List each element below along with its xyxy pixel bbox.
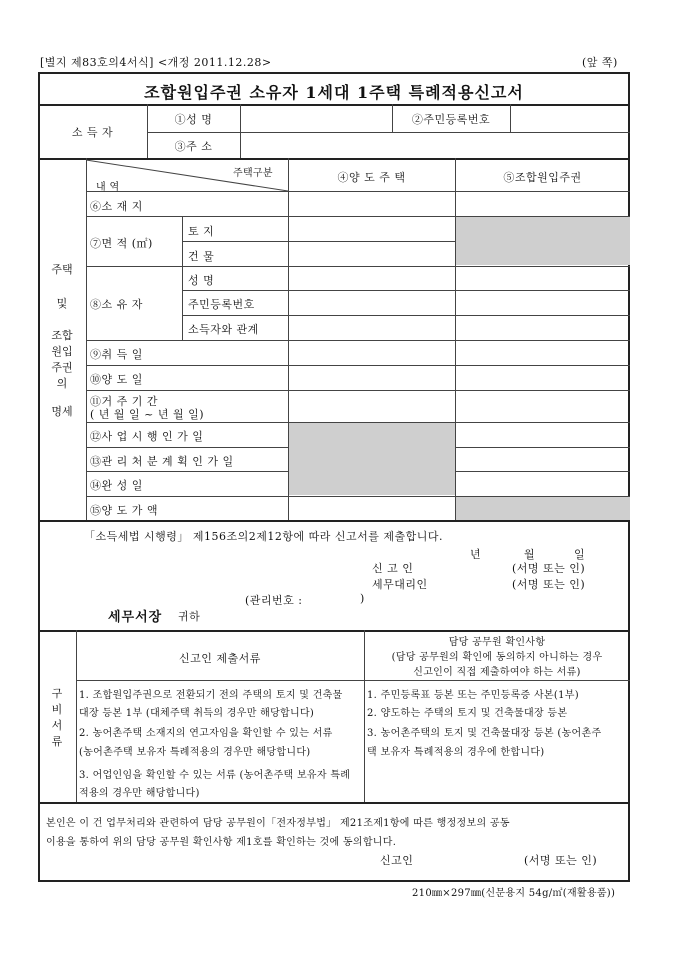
row-line — [86, 390, 630, 391]
row-transfer-price: ⑮양 도 가 액 — [90, 504, 158, 517]
left-header-line: 주택 — [51, 263, 73, 276]
table-bottom — [38, 520, 630, 522]
row-owner-id: 주민등록번호 — [188, 298, 255, 311]
row-location: ⑥소 재 지 — [90, 200, 143, 213]
row-area: ⑦면 적 (㎡) — [90, 237, 153, 250]
row-acquisition: ⑨취 득 일 — [90, 348, 143, 361]
row-residence-period: ( 년 월 일 ~ 년 월 일) — [90, 408, 205, 421]
recipient: 세무서장 — [108, 610, 163, 625]
documents-top — [38, 630, 630, 632]
row-line — [182, 290, 630, 291]
col-house-header: ④양 도 주 택 — [337, 171, 406, 184]
submit-item: (농어촌주택 보유자 특례적용의 경우만 해당합니다) — [79, 747, 311, 758]
left-header-line: 원입 — [51, 345, 73, 358]
management-number-close: ) — [360, 592, 365, 605]
doc-side-label: 류 — [51, 735, 63, 748]
doc-side-label: 서 — [51, 719, 63, 732]
row-transfer: ⑩양 도 일 — [90, 373, 143, 386]
row-land: 토 지 — [188, 225, 215, 238]
taxpayer-divider — [147, 132, 630, 133]
name-label: ①성 명 — [174, 113, 213, 126]
row-line — [86, 191, 630, 192]
official-header-1: 담당 공무원 확인사항 — [448, 637, 546, 648]
official-item: 1. 주민등록표 등본 또는 주민등록증 사본(1부) — [367, 690, 579, 701]
row-completion: ⑭완 성 일 — [90, 479, 143, 492]
submit-item: 대장 등본 1부 (대체주택 취득의 경우만 해당합니다) — [79, 708, 315, 719]
row-business-approval: ⑫사 업 시 행 인 가 일 — [90, 430, 204, 443]
official-item: 3. 농어촌주택의 토지 및 건축물대장 등본 (농어촌주 — [367, 728, 602, 739]
taxpayer-label: 소 득 자 — [71, 126, 114, 139]
official-item: 택 보유자 특례적용의 경우에 한합니다) — [367, 747, 545, 758]
doc-side-label: 비 — [51, 703, 63, 716]
title-divider — [38, 104, 630, 106]
shaded-cell — [289, 423, 455, 495]
left-header-line: 및 — [56, 297, 68, 310]
page-side: (앞 쪽) — [582, 56, 618, 69]
row-line — [86, 365, 630, 366]
doc-side-label: 구 — [51, 687, 63, 700]
row-residence: ⑪거 주 기 간 — [90, 395, 158, 408]
documents-bottom — [38, 802, 630, 804]
left-header-line: 의 — [56, 377, 68, 390]
submit-item: 2. 농어촌주택 소재지의 연고자임을 확인할 수 있는 서류 — [79, 728, 333, 739]
row-owner-name: 성 명 — [188, 274, 215, 287]
row-line — [182, 315, 630, 316]
date-day: 일 — [574, 548, 586, 561]
official-item: 2. 양도하는 주택의 토지 및 건축물대장 등본 — [367, 708, 568, 719]
row-owner: ⑧소 유 자 — [90, 298, 143, 311]
recipient-suffix: 귀하 — [178, 610, 201, 623]
table-vline-right — [455, 158, 456, 520]
consent-line-1: 본인은 이 건 업무처리와 관련하여 담당 공무원이「전자정부법」 제21조제1항에 따른 행정정보의 공동 — [46, 818, 510, 829]
row-management-approval: ⑬관 리 처 분 계 획 인 가 일 — [90, 455, 234, 468]
address-label: ③주 소 — [174, 140, 213, 153]
submit-header: 신고인 제출서류 — [179, 652, 261, 665]
tax-agent-label: 세무대리인 — [372, 578, 428, 591]
official-header-3: 신고인이 직접 제출하여야 하는 서류) — [413, 667, 581, 678]
consent-sign: (서명 또는 인) — [524, 854, 598, 867]
consent-line-2: 이용을 통하여 위의 담당 공무원 확인사항 제1호를 확인하는 것에 동의합니다. — [46, 837, 397, 848]
declarant-label: 신 고 인 — [372, 562, 414, 575]
shaded-cell — [456, 217, 630, 265]
shaded-cell — [456, 497, 630, 520]
consent-signer: 신고인 — [380, 854, 414, 867]
submit-item: 적용의 경우만 해당합니다) — [79, 788, 200, 799]
left-header-line: 명세 — [51, 405, 73, 418]
paper-spec: 210㎜×297㎜(신문용지 54g/㎡(재활용품)) — [412, 888, 616, 899]
id-label: ②주민등록번호 — [411, 113, 491, 126]
date-year: 년 — [470, 548, 482, 561]
corner-bottom-label: 내 역 — [96, 182, 120, 193]
left-header-line: 주권 — [51, 361, 73, 374]
submit-item: 3. 어업인임을 확인할 수 있는 서류 (농어촌주택 보유자 특례 — [79, 770, 351, 781]
submit-item: 1. 조합원입주권으로 전환되기 전의 주택의 토지 및 건축물 — [79, 690, 343, 701]
taxpayer-vline-2 — [240, 104, 241, 158]
col-right-header: ⑤조합원입주권 — [503, 171, 582, 184]
form-title: 조합원입주권 소유자 1세대 1주택 특례적용신고서 — [144, 83, 524, 102]
declaration-statement: 「소득세법 시행령」 제156조의2제12항에 따라 신고서를 제출합니다. — [84, 530, 443, 543]
tax-agent-sign: (서명 또는 인) — [512, 578, 586, 591]
taxpayer-vline-4 — [510, 104, 511, 132]
row-building: 건 물 — [188, 250, 215, 263]
row-line — [86, 340, 630, 341]
table-vline-left — [86, 158, 87, 520]
official-header-2: (담당 공무원의 확인에 동의하지 아니하는 경우 — [391, 652, 603, 663]
documents-header-line — [76, 680, 630, 681]
row-line — [86, 266, 630, 267]
management-number: (관리번호 : — [245, 594, 303, 607]
table-vline-sub — [182, 216, 183, 340]
declarant-sign: (서명 또는 인) — [512, 562, 586, 575]
row-owner-relation: 소득자와 관계 — [188, 323, 259, 336]
corner-top-label: 주택구분 — [233, 168, 273, 179]
form-code: [별지 제83호의4서식] <개정 2011.12.28> — [40, 56, 272, 69]
left-header-line: 조합 — [51, 329, 73, 342]
date-month: 월 — [524, 548, 536, 561]
